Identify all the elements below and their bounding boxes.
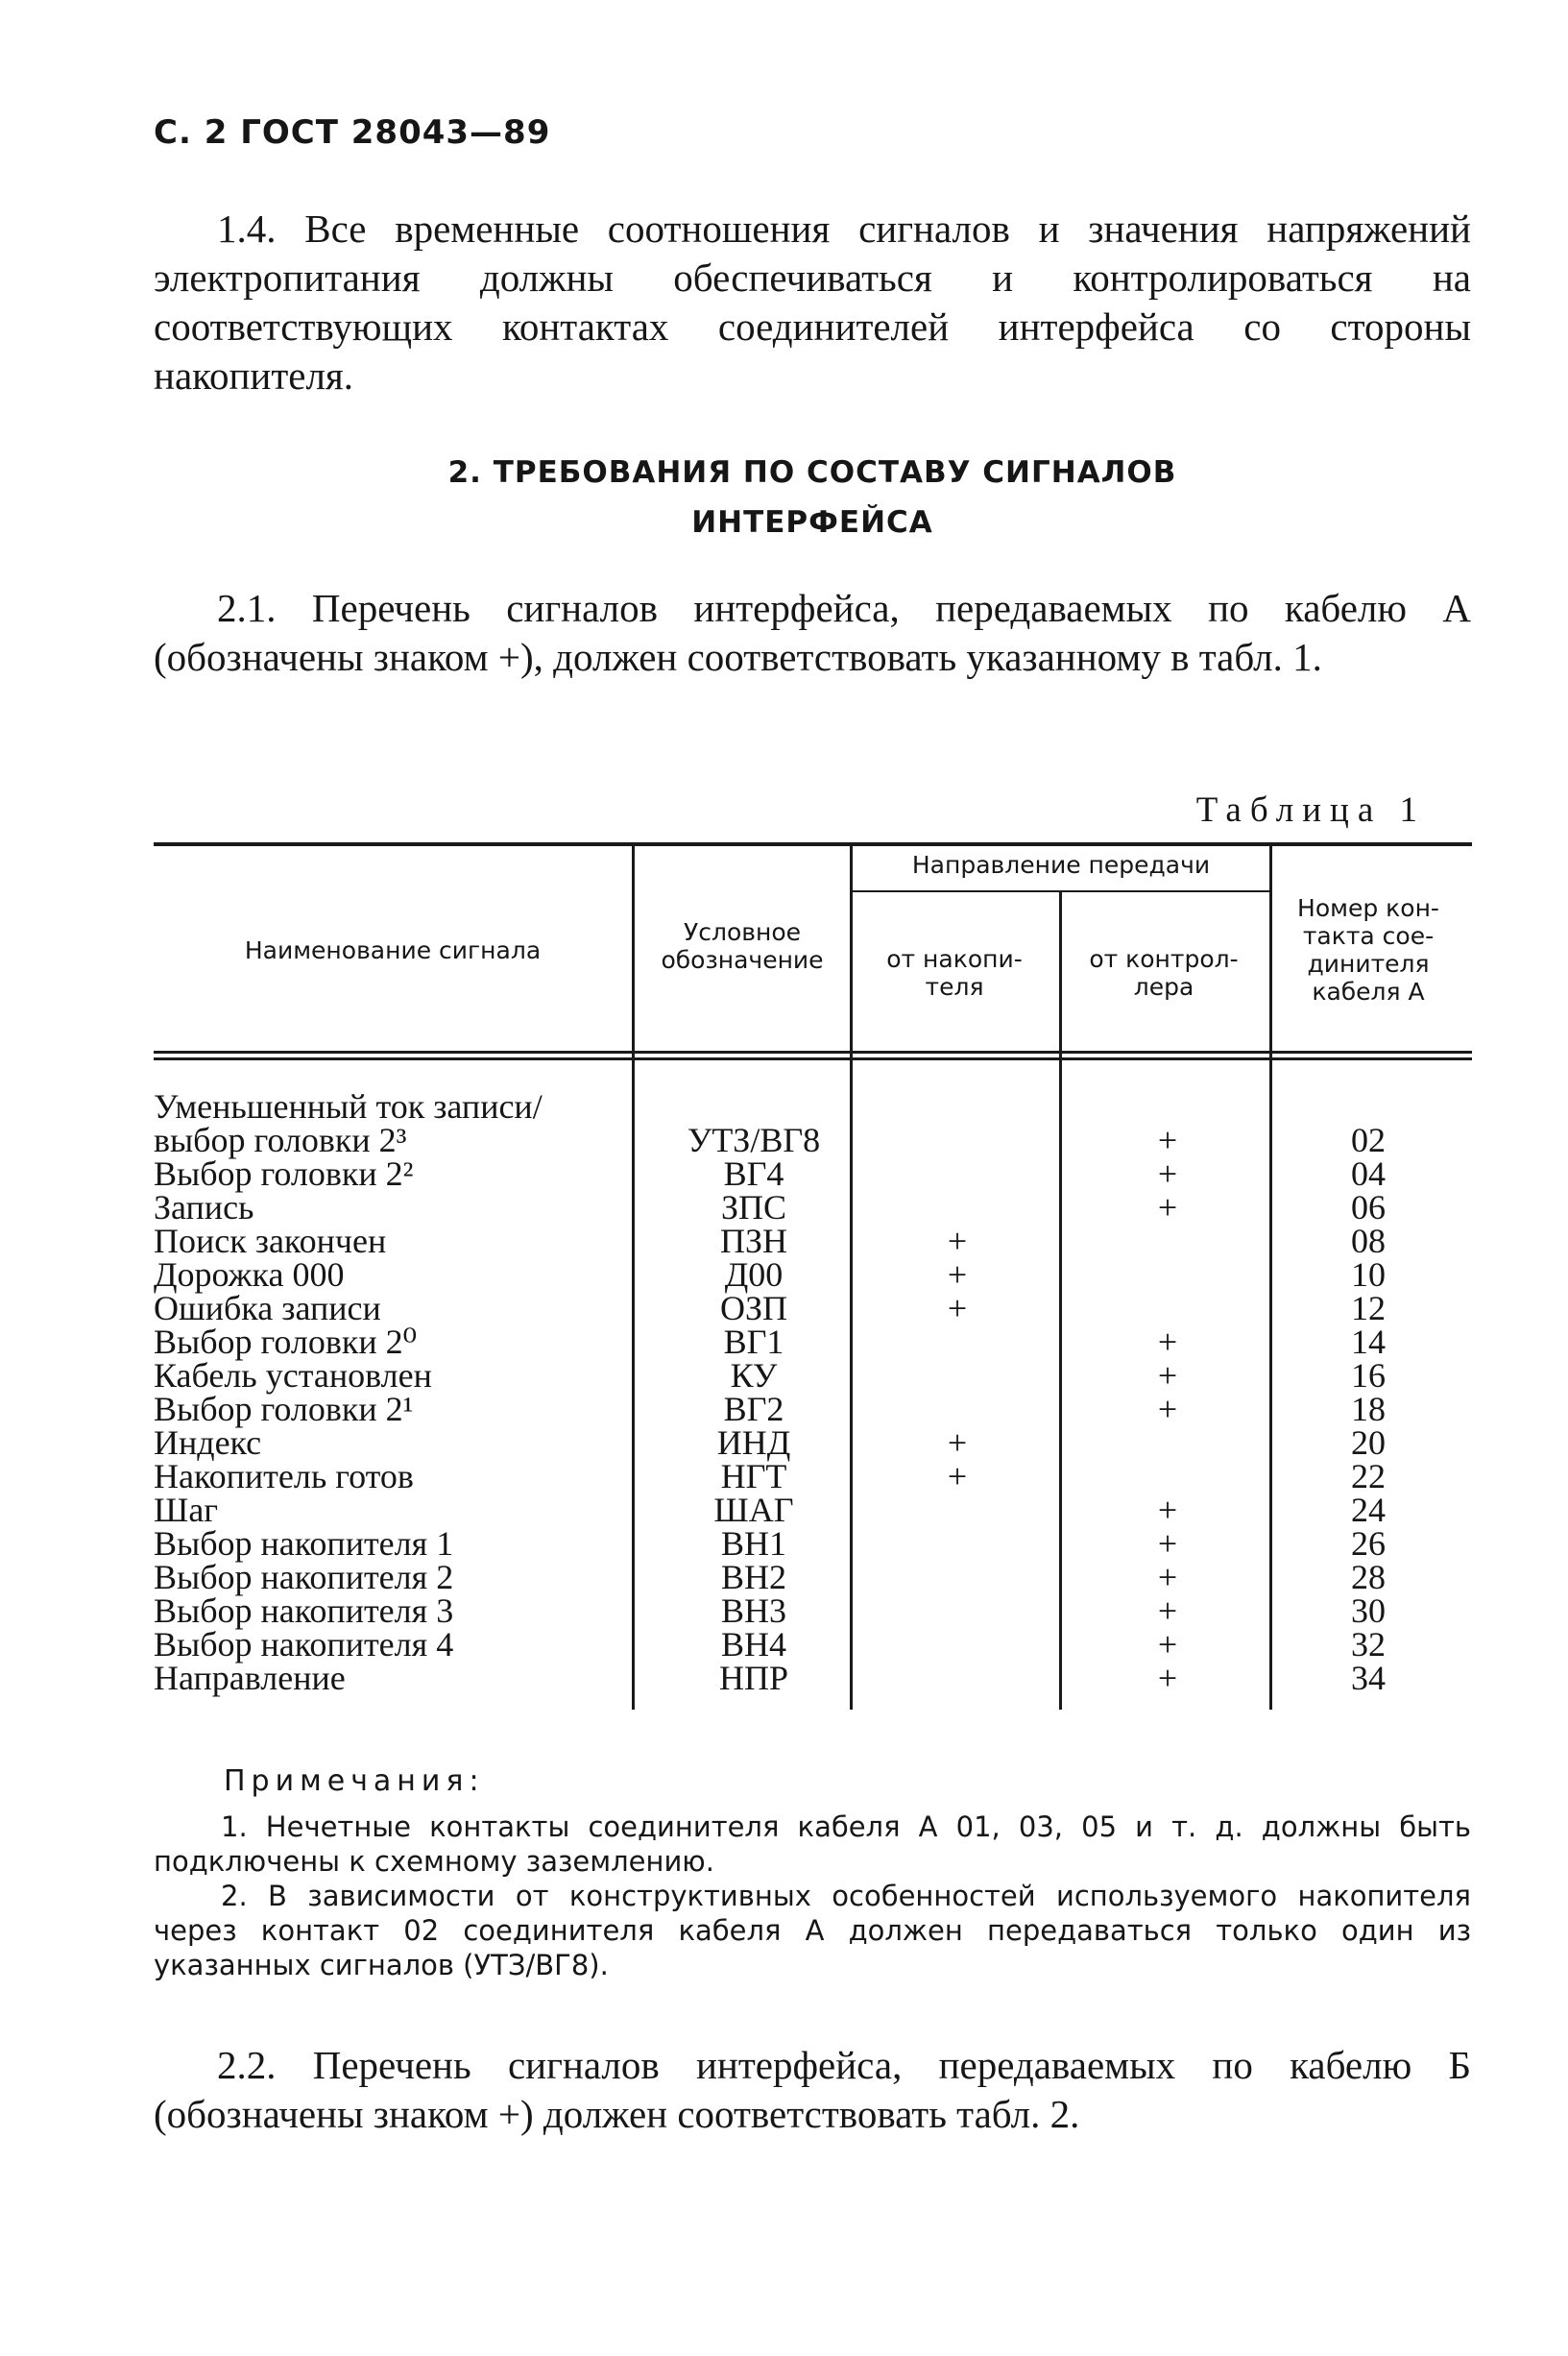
signal-symbol: Д00 [724,1255,784,1294]
signal-name: Поиск закончен [154,1222,387,1260]
signal-symbol: ЗПС [720,1188,787,1227]
table-row [154,1121,1472,1159]
signal-symbol: ШАГ [713,1491,794,1529]
table-row [154,1491,1472,1529]
from-controller-mark: + [1157,1558,1178,1596]
table-row [154,1423,1472,1462]
signal-symbol: ВН2 [720,1558,786,1596]
table-row [154,1558,1472,1596]
pin-number: 22 [1351,1457,1386,1495]
from-controller-mark: + [1157,1491,1178,1529]
signal-symbol: ВН4 [720,1625,786,1664]
from-drive-mark: + [947,1289,968,1327]
from-controller-mark: + [1157,1591,1178,1630]
pin-number: 10 [1351,1255,1386,1294]
paragraph-2-2 [154,2041,1471,2139]
pin-number: 06 [1351,1188,1386,1227]
pin-number: 24 [1351,1491,1386,1529]
signal-symbol: ВГ1 [723,1323,784,1361]
from-controller-mark: + [1157,1659,1178,1697]
header-pin: Номер кон-такта сое-динителя кабеля А [1297,894,1439,1006]
from-drive-mark: + [947,1457,968,1495]
paragraph-2-2-text: 2.2. Перечень сигналов интерфейса, передаваемых по кабелю Б (обозначены знаком +) должен соответствовать табл. 2. [154,2043,1471,2136]
pin-number: 14 [1351,1323,1386,1361]
table-row [154,1356,1472,1395]
notes [154,1810,1471,1982]
from-controller-mark: + [1157,1323,1178,1361]
table-row [154,1289,1472,1327]
header-from-drive: от накопи-теля [886,945,1023,1001]
from-controller-mark: + [1157,1625,1178,1664]
signal-name: Выбор накопителя 1 [154,1524,454,1563]
signal-symbol: ИНД [716,1423,791,1462]
signal-symbol: ВН3 [720,1591,786,1630]
note-2 [154,1879,1471,1982]
page-header: С. 2 ГОСТ 28043—89 [154,113,551,152]
table-row [154,1524,1472,1563]
table-row [154,1659,1472,1697]
notes-title: Примечания: [224,1764,485,1798]
signal-symbol: НПР [718,1659,789,1697]
pin-number: 08 [1351,1222,1386,1260]
section-2-title-line2: ИНТЕРФЕЙСА [691,505,933,540]
header-rule-1 [154,1051,1472,1054]
signal-name: выбор головки 2³ [154,1121,407,1159]
header-direction: Направление передачи [911,851,1211,879]
signal-symbol: ВГ2 [723,1390,784,1428]
table-row [154,1222,1472,1260]
table-row [154,1457,1472,1495]
pin-number: 20 [1351,1423,1386,1462]
signal-name: Уменьшенный ток записи/ [154,1087,543,1126]
signal-symbol: ВН1 [720,1524,786,1563]
signal-symbol: НГТ [720,1457,787,1495]
signal-name: Кабель установлен [154,1356,432,1395]
from-drive-mark: + [947,1423,968,1462]
signal-name: Индекс [154,1423,262,1462]
pin-number: 26 [1351,1524,1386,1563]
table-caption: Таблица 1 [1195,790,1426,830]
table-row [154,1255,1472,1294]
signal-name: Выбор накопителя 3 [154,1591,454,1630]
signal-name: Дорожка 000 [154,1255,345,1294]
paragraph-1-4 [154,205,1471,401]
signal-symbol: ПЗН [719,1222,788,1260]
pin-number: 12 [1351,1289,1386,1327]
signal-name: Шаг [154,1491,219,1529]
pin-number: 32 [1351,1625,1386,1664]
signal-name: Выбор головки 2¹ [154,1390,414,1428]
table-row [154,1325,1472,1359]
pin-number: 30 [1351,1591,1386,1630]
signal-name: Выбор накопителя 4 [154,1625,454,1664]
pin-number: 18 [1351,1390,1386,1428]
signal-name: Ошибка записи [154,1289,381,1327]
signal-name: Запись [154,1188,254,1227]
from-drive-mark: + [947,1222,968,1260]
pin-number: 04 [1351,1154,1386,1193]
table-row [154,1390,1472,1428]
from-controller-mark: + [1157,1356,1178,1395]
note-1 [154,1810,1471,1879]
table-row [154,1154,1472,1193]
from-controller-mark: + [1157,1154,1178,1193]
signal-name: Выбор головки 2² [154,1154,414,1193]
paragraph-2-1 [154,584,1471,682]
note-2-text: 2. В зависимости от конструктивных особенностей используемого накопителя через контакт 02 соединителя кабеля А должен передаваться только один из указанных сигналов (УТЗ/ВГ8). [154,1880,1471,1981]
signal-name: Выбор головки 2⁰ [154,1323,418,1361]
from-controller-mark: + [1157,1524,1178,1563]
signal-name: Накопитель готов [154,1457,414,1495]
section-2-title-line1: 2. ТРЕБОВАНИЯ ПО СОСТАВУ СИГНАЛОВ [447,455,1177,490]
pin-number: 34 [1351,1659,1386,1697]
paragraph-2-1-text: 2.1. Перечень сигналов интерфейса, передаваемых по кабелю А (обозначены знаком +), должен соответствовать указанному в табл. 1. [154,586,1471,679]
signal-symbol: ВГ4 [723,1154,784,1193]
table-row [154,1188,1472,1227]
table-row [154,1591,1472,1630]
signal-symbol: ОЗП [719,1289,788,1327]
header-rule-2 [154,1057,1472,1060]
table-top-rule [154,842,1472,846]
signal-symbol: КУ [730,1356,778,1395]
header-name: Наименование сигнала [244,936,542,964]
signal-name: Выбор накопителя 2 [154,1558,454,1596]
paragraph-1-4-text: 1.4. Все временные соотношения сигналов и значения напряжений электропитания должны обеспечиваться и контролироваться на соответствующих контактах соединителей интерфейса со стороны накопителя. [154,206,1471,398]
note-1-text: 1. Нечетные контакты соединителя кабеля А 01, 03, 05 и т. д. должны быть подключены к схемному заземлению. [154,1810,1471,1878]
section-2-title [154,448,1471,547]
signal-symbol: УТЗ/ВГ8 [687,1121,821,1159]
signal-name: Направление [154,1659,346,1697]
from-controller-mark: + [1157,1390,1178,1428]
table-row [154,1625,1472,1664]
pin-number: 02 [1351,1121,1386,1159]
from-drive-mark: + [947,1255,968,1294]
table-row [154,1087,1472,1126]
pin-number: 28 [1351,1558,1386,1596]
header-symbol: Условное обозначение [661,918,824,974]
header-from-controller: от контрол-лера [1089,945,1239,1001]
pin-number: 16 [1351,1356,1386,1395]
from-controller-mark: + [1157,1121,1178,1159]
from-controller-mark: + [1157,1188,1178,1227]
